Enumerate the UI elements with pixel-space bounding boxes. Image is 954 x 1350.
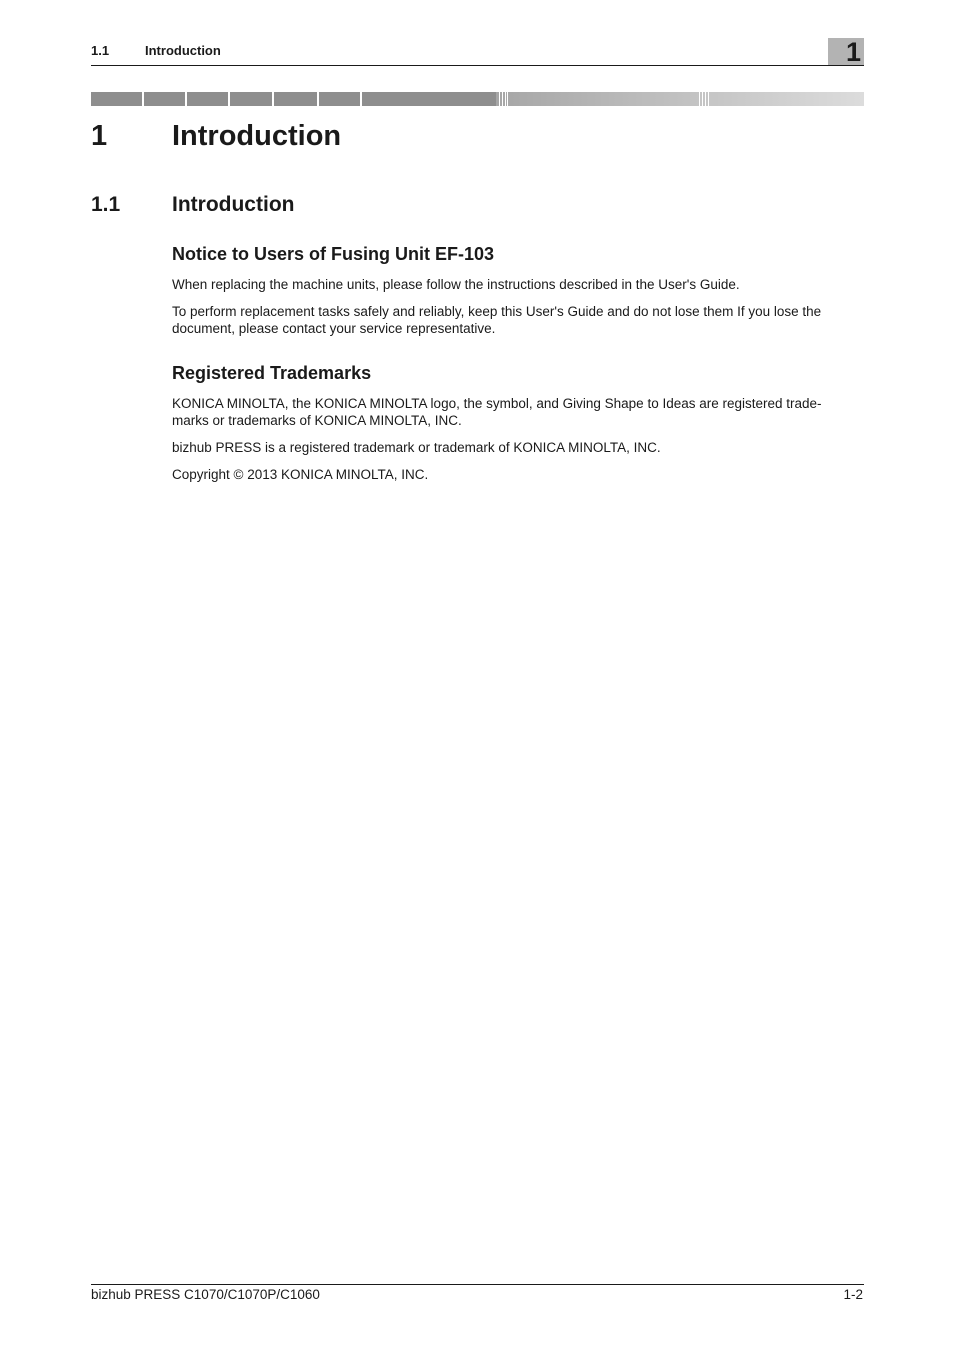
section-number: 1.1 xyxy=(91,193,121,216)
footer-rule xyxy=(91,1284,864,1285)
trademarks-paragraph-1 xyxy=(172,395,864,429)
notice-heading: Notice to Users of Fusing Unit EF-103 xyxy=(172,244,495,264)
chapter-title: Introduction xyxy=(172,120,342,152)
chapter-number: 1 xyxy=(91,120,108,152)
trademarks-paragraph-2 xyxy=(172,439,864,456)
notice-paragraph-1 xyxy=(172,276,864,293)
footer-product-name: bizhub PRESS C1070/C1070P/C1060 xyxy=(91,1287,320,1302)
decorative-stripe-band xyxy=(91,92,864,106)
copyright-text: Copyright © 2013 KONICA MINOLTA, INC. xyxy=(172,467,429,482)
trademarks-heading: Registered Trademarks xyxy=(172,363,372,383)
trademarks-paragraph-2-text: bizhub PRESS is a registered trademark or trademark of KONICA MINOLTA, INC. xyxy=(172,440,661,455)
footer-page-number: 1-2 xyxy=(843,1287,863,1302)
trademarks-paragraph-1-line-1: KONICA MINOLTA, the KONICA MINOLTA logo, the symbol, and Giving Shape to Ideas are registered trade- xyxy=(172,396,822,411)
notice-paragraph-2 xyxy=(172,303,864,337)
notice-paragraph-1-text: When replacing the machine units, please follow the instructions described in the User's Guide. xyxy=(172,277,740,292)
notice-paragraph-2-line-1: To perform replacement tasks safely and reliably, keep this User's Guide and do not lose them If you lose the xyxy=(172,304,822,319)
running-header xyxy=(91,41,864,66)
chapter-tab xyxy=(828,38,864,65)
header-section-number: 1.1 xyxy=(91,43,110,58)
section-title: Introduction xyxy=(172,193,295,216)
trademarks-paragraph-1-line-2: marks or trademarks of KONICA MINOLTA, INC. xyxy=(172,413,462,428)
chapter-tab-number: 1 xyxy=(845,37,861,67)
notice-paragraph-2-line-2: document, please contact your service representative. xyxy=(172,321,496,336)
copyright-notice xyxy=(172,466,864,483)
header-section-title: Introduction xyxy=(145,43,221,58)
